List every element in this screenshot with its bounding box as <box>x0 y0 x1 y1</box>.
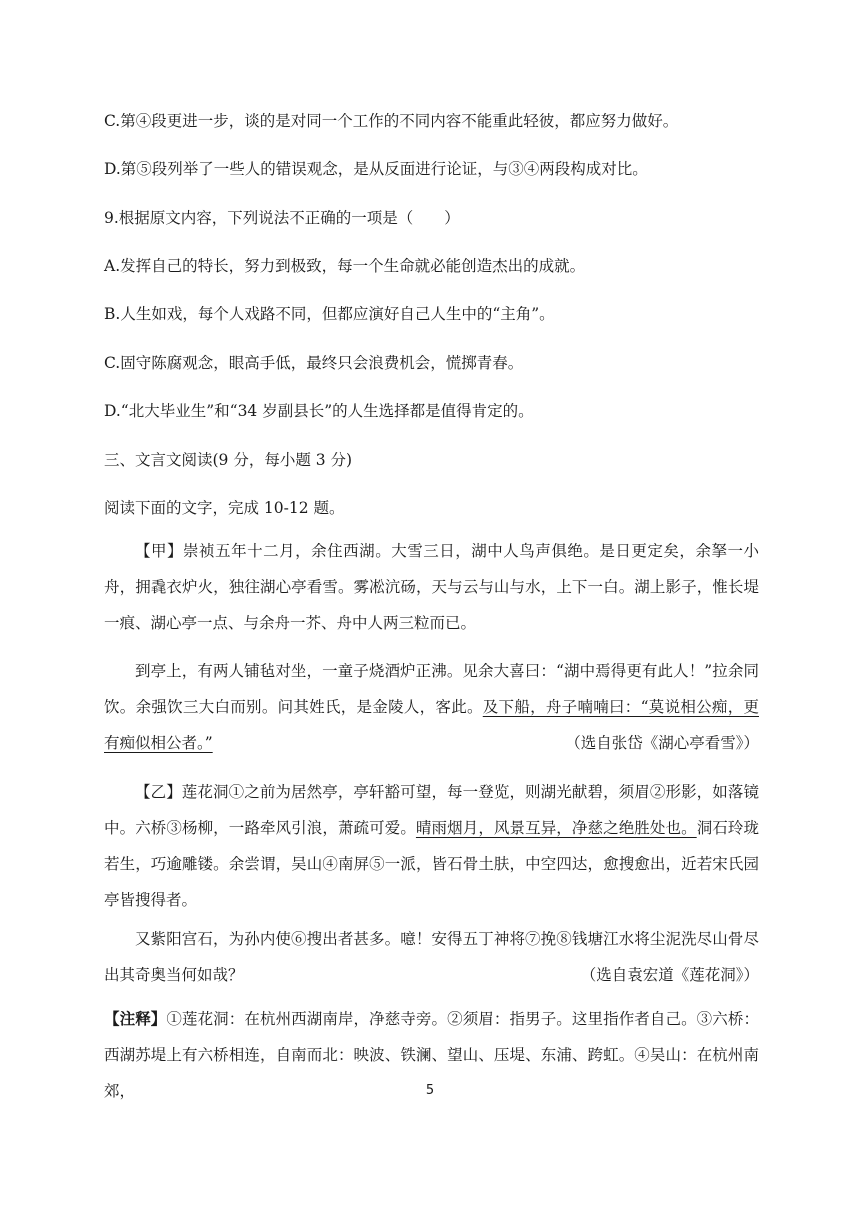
passage-yi-p1-text-before: 【乙】莲花洞①之前为居然亭，亭轩豁可望，每一登览，则湖光献碧，须眉②形影，如落镜中。六桥③杨柳，一路牵风引浪，萧疏可爱。 <box>104 783 759 837</box>
passage-jia-p2-text: 到亭上，有两人铺毡对坐，一童子烧酒炉正沸。见余大喜曰：“湖中焉得更有此人！”拉余同饮。余强饮三大白而别。问其姓氏，是金陵人，客此。 <box>104 662 759 716</box>
passage-yi-underlined-sentence: 晴雨烟月，风景互异，净慈之绝胜处也。 <box>415 819 697 837</box>
passage-yi-paragraph-1 <box>104 774 759 918</box>
page-number: 5 <box>425 1083 435 1098</box>
passage-jia-paragraph-2 <box>104 653 759 761</box>
q9-option-b: B.人生如戏，每个人戏路不同，但都应演好自己人生中的“主角”。 <box>104 305 555 323</box>
q8-option-d: D.第⑤段列举了一些人的错误观念，是从反面进行论证，与③④两段构成对比。 <box>104 160 648 178</box>
passage-yi-source: （选自袁宏道《莲花洞》） <box>580 966 759 984</box>
passage-jia-underlined-sentence: 及下船，舟子喃喃曰：“莫说相公痴，更有痴似相公者。” <box>104 698 759 752</box>
passage-yi-paragraph-2 <box>104 921 759 993</box>
q9-option-c: C.固守陈腐观念，眼高手低，最终只会浪费机会，慌掷青春。 <box>104 354 524 372</box>
passage-jia-paragraph-1: 【甲】崇祯五年十二月，余住西湖。大雪三日，湖中人鸟声俱绝。是日更定矣，余拏一小舟，拥毳衣炉火，独往湖心亭看雪。雾凇沆砀，天与云与山与水，上下一白。湖上影子，惟长堤一痕、湖心亭一点、与余舟一芥、舟中人两三粒而已。 <box>104 542 759 632</box>
notes-text: ①莲花洞：在杭州西湖南岸，净慈寺旁。②须眉：指男子。这里指作者自己。③六桥：西湖苏堤上有六桥相连，自南而北：映波、铁澜、望山、压堤、东浦、跨虹。④吴山：在杭州南郊， <box>104 1010 759 1100</box>
q8-option-c: C.第④段更进一步，谈的是对同一个工作的不同内容不能重此轻彼，都应努力做好。 <box>104 112 679 130</box>
passage-yi-p1-text-after: 洞石玲珑若生，巧逾雕镂。余尝谓，吴山④南屏⑤一派，皆石骨土肤，中空四达，愈搜愈出，近若宋氏园亭皆搜得者。 <box>104 819 759 909</box>
q9-option-a: A.发挥自己的特长，努力到极致，每一个生命就必能创造杰出的成就。 <box>104 257 586 275</box>
section-instruction: 阅读下面的文字，完成 10-12 题。 <box>104 499 345 517</box>
notes-label: 【注释】 <box>104 1009 167 1028</box>
section-heading: 三、文言文阅读(9 分，每小题 3 分) <box>104 451 353 469</box>
q9-option-d: D.“北大毕业生”和“34 岁副县长”的人生选择都是值得肯定的。 <box>104 402 534 420</box>
q9-stem: 9.根据原文内容，下列说法不正确的一项是（ ） <box>104 209 460 227</box>
passage-jia-source: （选自张岱《湖心亭看雪》） <box>565 734 759 752</box>
passage-yi-p2-text: 又紫阳宫石，为孙内使⑥搜出者甚多。噫！安得五丁神将⑦挽⑧钱塘江水将尘泥洗尽山骨尽出其奇奥当何如哉？ <box>104 930 759 984</box>
